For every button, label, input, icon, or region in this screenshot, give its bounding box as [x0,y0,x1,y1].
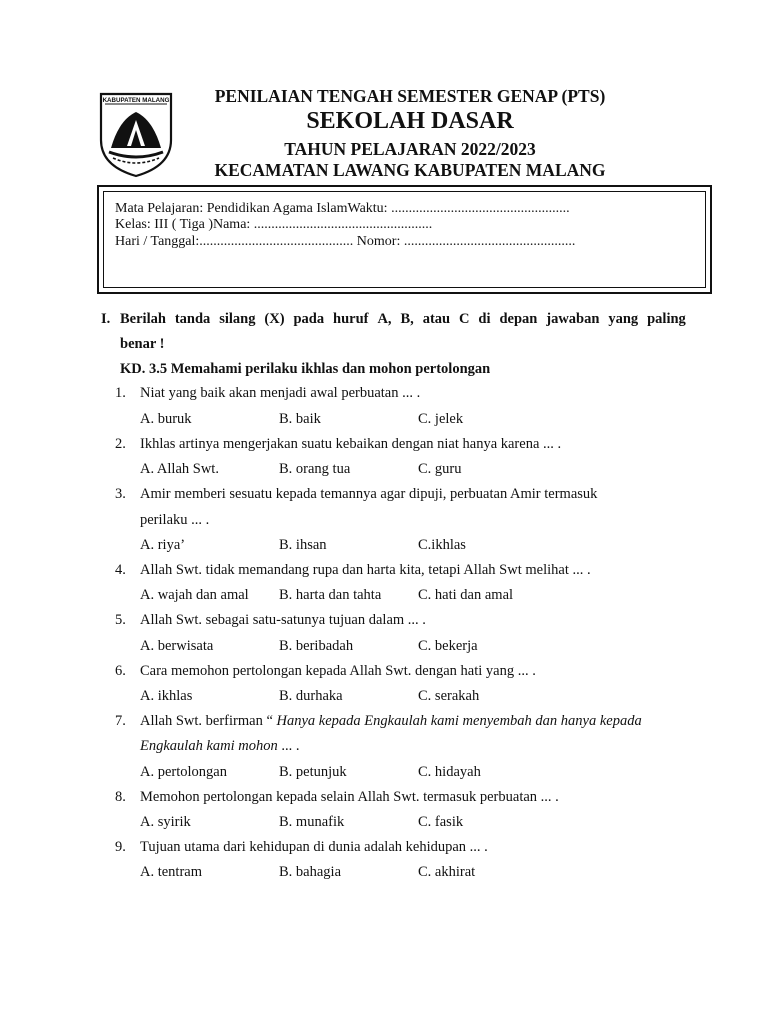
question-text: Memohon pertolongan kepada selain Allah Swt. termasuk perbuatan ... . [140,789,559,805]
instr-word: C [459,311,470,327]
question-text-lead: Allah Swt. berfirman “ [140,713,277,729]
instr-word: silang [219,311,256,327]
question-text [140,713,642,730]
option-b: B. baik [279,411,321,427]
instr-word: huruf [333,311,369,327]
school-year: TAHUN PELAJARAN 2022/2023 [284,139,536,159]
section-number: I. [101,311,111,327]
instr-word: paling [647,311,686,327]
question-number: 2. [115,436,126,452]
question-text-tail: ... . [277,738,300,754]
question-text: Ikhlas artinya mengerjakan suatu kebaikan dengan niat hanya karena ... . [140,436,562,452]
option-a: A. buruk [140,411,192,427]
option-a: A. wajah dan amal [140,587,249,603]
question-number: 6. [115,663,126,679]
option-b: B. munafik [279,814,345,830]
competency-heading: KD. 3.5 Memahami perilaku ikhlas dan mohon pertolongan [120,361,491,377]
option-a: A. berwisata [140,638,214,654]
instr-word: Berilah [120,311,166,327]
instr-word: A, [377,311,392,327]
instr-word: tanda [174,311,211,327]
instr-word: pada [293,311,325,327]
question-number: 9. [115,839,126,855]
option-c: C. hati dan amal [418,587,514,603]
option-b: B. ihsan [279,537,327,553]
question-text-cont [140,738,299,755]
question-text-quote: Hanya kepada Engkaulah kami menyembah dan hanya kepada [276,713,642,729]
instr-word: di [478,311,491,327]
question-text: Allah Swt. tidak memandang rupa dan harta kita, tetapi Allah Swt melihat ... . [140,562,591,578]
option-a: A. syirik [140,814,191,830]
district: KECAMATAN LAWANG KABUPATEN MALANG [214,160,606,180]
option-b: B. petunjuk [279,764,347,780]
option-c: C.ikhlas [418,537,466,553]
option-c: C. akhirat [418,864,476,880]
question-text: Niat yang baik akan menjadi awal perbuatan ... . [140,385,421,401]
option-c: C. hidayah [418,764,481,780]
instr-word: jawaban [546,311,600,327]
option-a: A. riya’ [140,537,186,553]
instr-word: (X) [264,311,285,327]
option-c: C. jelek [418,411,464,427]
question-number: 5. [115,612,126,628]
question-text: Amir memberi sesuatu kepada temannya agar dipuji, perbuatan Amir termasuk [140,486,598,502]
question-text: Allah Swt. sebagai satu-satunya tujuan dalam ... . [140,612,426,628]
option-c: C. guru [418,461,462,477]
info-class: Kelas: III ( Tiga )Nama: ................................................... [115,217,433,232]
option-c: C. fasik [418,814,464,830]
info-date: Hari / Tanggal:............................................ Nomor: ................................................. [115,234,576,249]
instr-word: depan [499,311,538,327]
question-number: 7. [115,713,126,729]
question-number: 1. [115,385,126,401]
school-level: SEKOLAH DASAR [306,108,514,134]
question-text: Cara memohon pertolongan kepada Allah Swt. dengan hati yang ... . [140,663,536,679]
question-text: Tujuan utama dari kehidupan di dunia adalah kehidupan ... . [140,839,488,855]
option-a: A. tentram [140,864,203,880]
option-a: A. Allah Swt. [140,461,219,477]
section-instruction-end: benar ! [120,336,165,352]
exam-title: PENILAIAN TENGAH SEMESTER GENAP (PTS) [214,86,606,106]
option-b: B. durhaka [279,688,343,704]
option-b: B. bahagia [279,864,342,880]
question-text-quote-cont: Engkaulah kami mohon [140,738,278,754]
kabupaten-malang-logo [97,90,175,178]
instr-word: yang [608,311,639,327]
logo-caption: KABUPATEN MALANG [102,97,170,104]
option-b: B. harta dan tahta [279,587,382,603]
info-subject: Mata Pelajaran: Pendidikan Agama IslamWaktu: ................................................... [115,201,570,216]
instr-word: atau [422,311,451,327]
option-b: B. orang tua [279,461,351,477]
question-number: 3. [115,486,126,502]
section-instruction [120,311,686,328]
option-b: B. beribadah [279,638,354,654]
option-c: C. bekerja [418,638,478,654]
option-a: A. ikhlas [140,688,193,704]
instr-word: B, [400,311,414,327]
question-text-cont: perilaku ... . [140,512,210,528]
option-a: A. pertolongan [140,764,227,780]
question-number: 4. [115,562,126,578]
option-c: C. serakah [418,688,480,704]
question-number: 8. [115,789,126,805]
